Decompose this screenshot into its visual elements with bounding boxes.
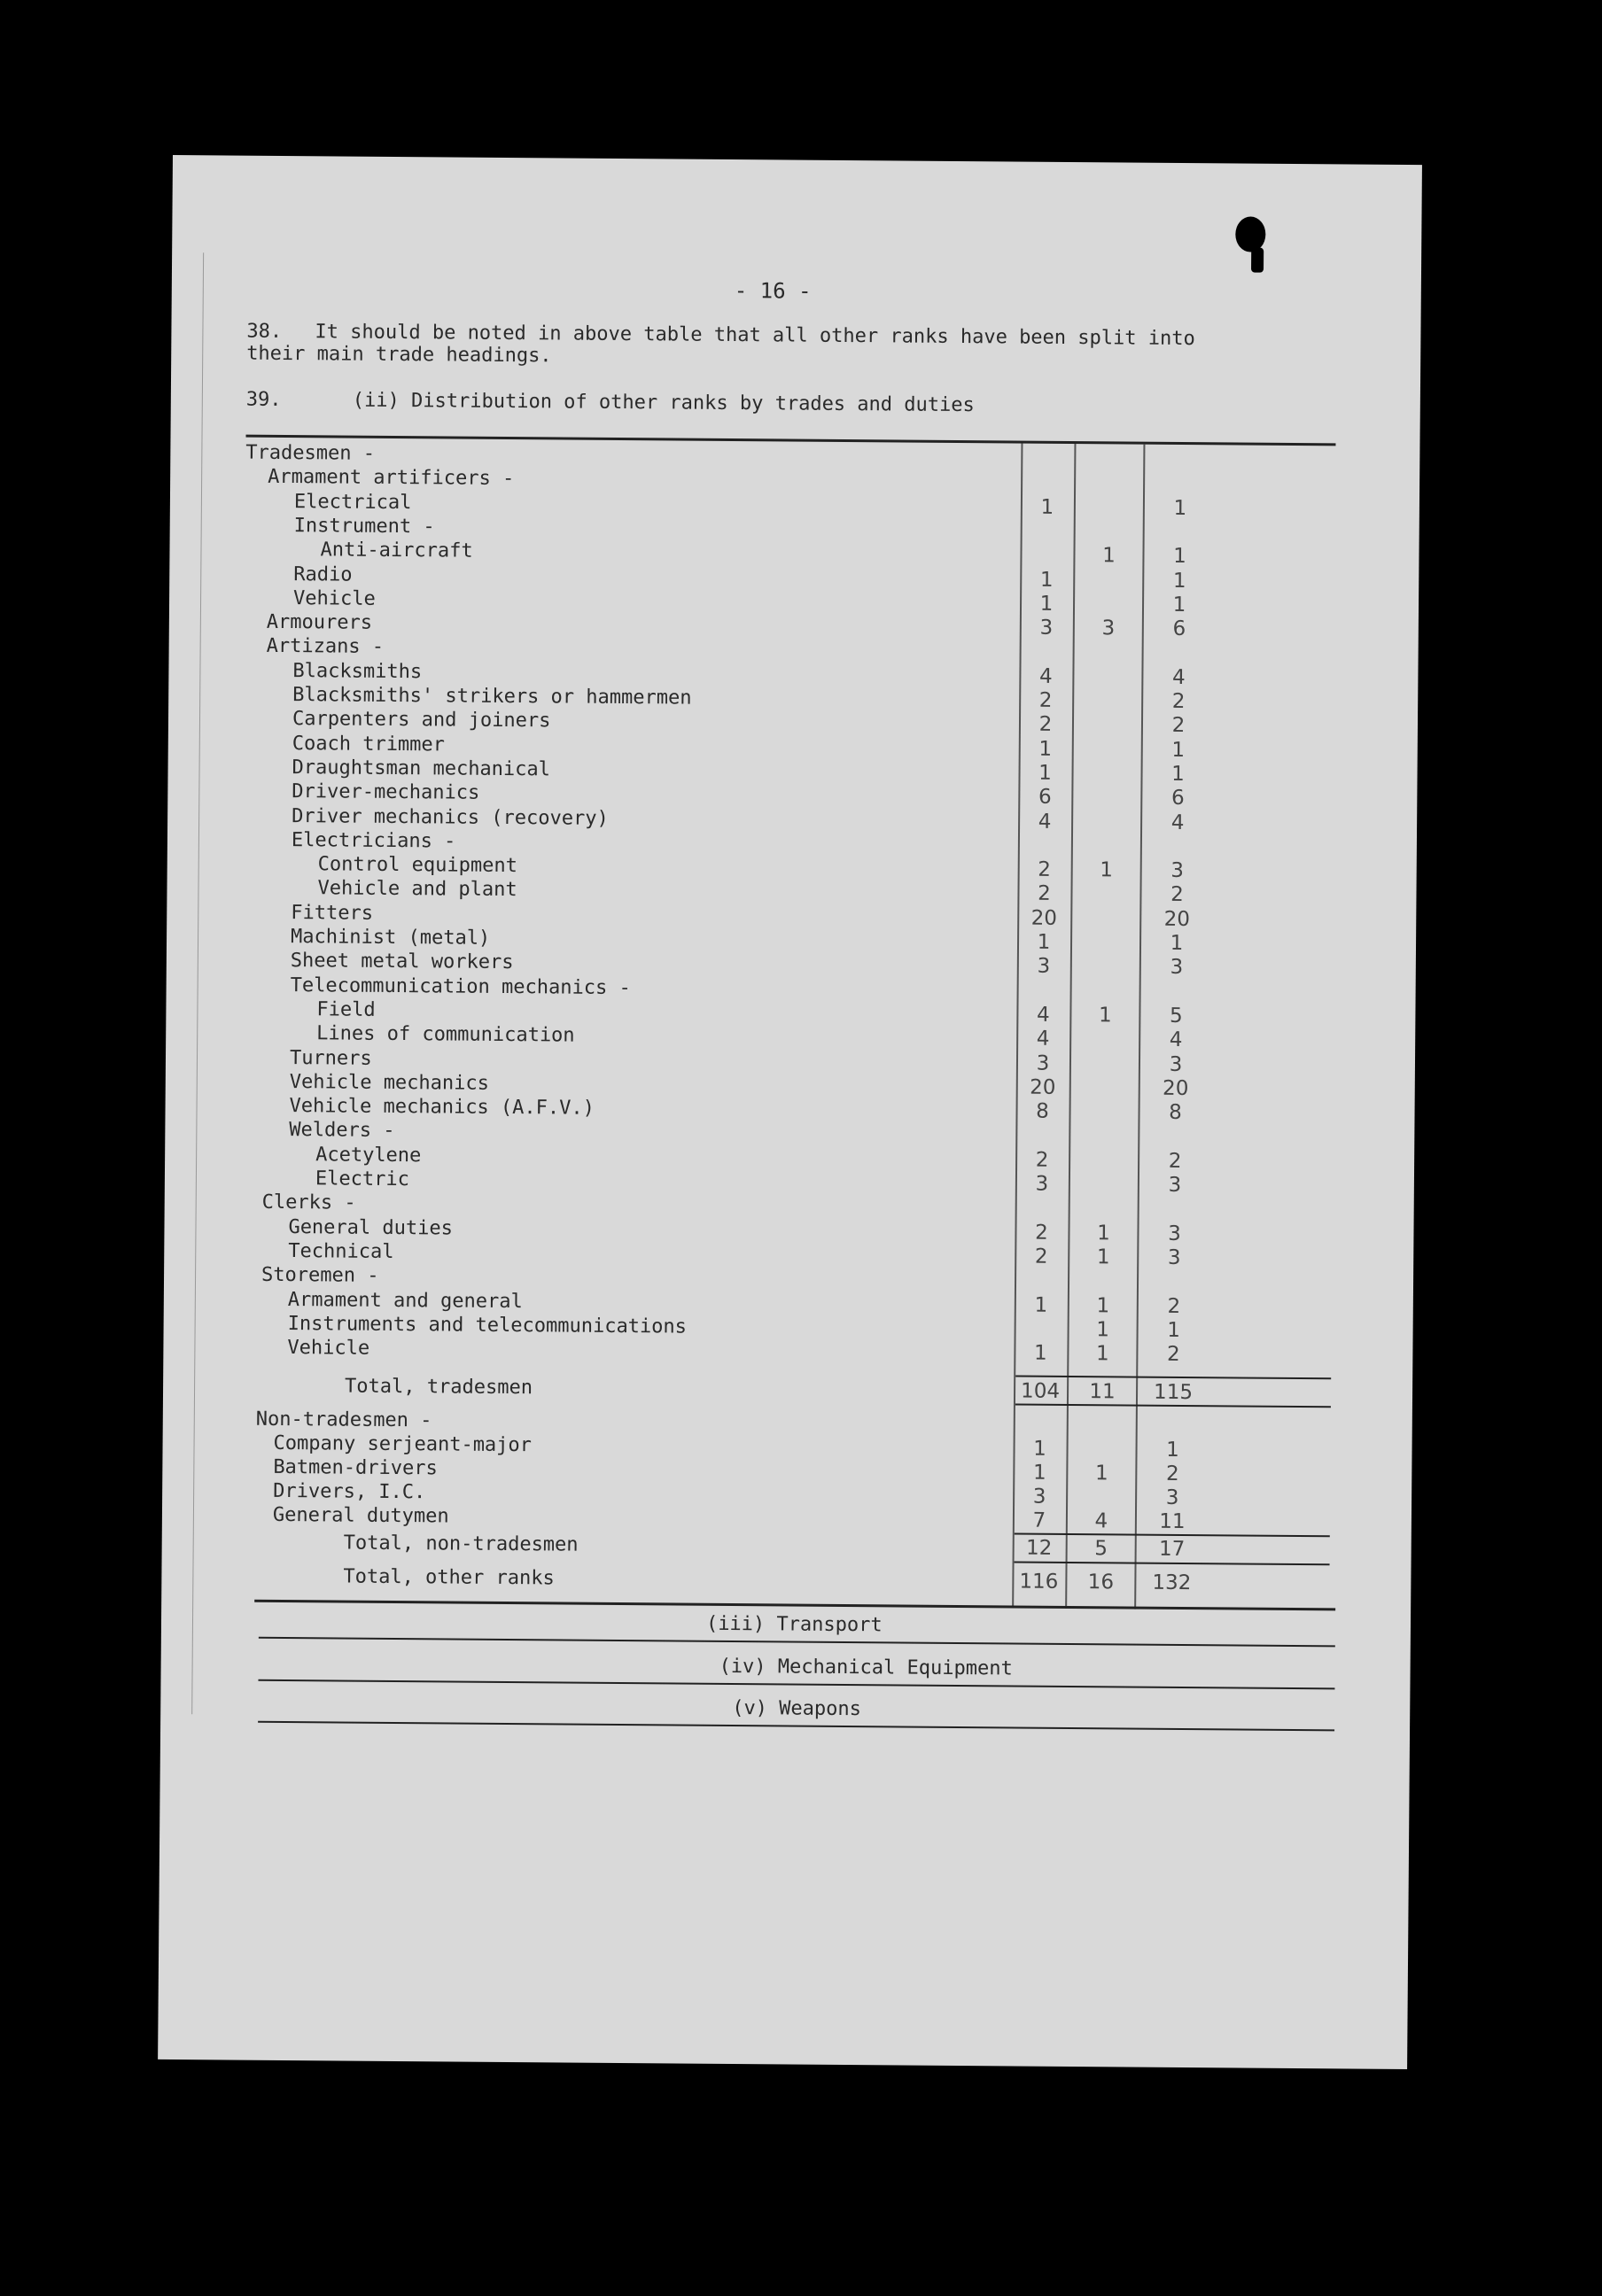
row-label: Driver-mechanics [292, 780, 480, 804]
row-value-col1: 4 [1036, 1027, 1050, 1051]
row-value-col1: 1 [1032, 1461, 1046, 1485]
row-value-col3: 4 [1171, 665, 1186, 689]
total-tradesmen-col1: 104 [1021, 1379, 1061, 1403]
row-value-col1: 2 [1035, 1148, 1049, 1172]
row-label: Vehicle and plant [317, 877, 517, 902]
total-tradesmen-col3: 115 [1154, 1380, 1194, 1405]
row-value-col3: 1 [1170, 931, 1184, 955]
section-weapons: (v) Weapons [732, 1697, 862, 1721]
total-other-ranks-col1: 116 [1019, 1570, 1059, 1594]
row-label: General dutymen [272, 1503, 449, 1528]
para38-text-line2: their main trade headings. [246, 342, 552, 368]
row-value-col2: 1 [1096, 1293, 1110, 1317]
row-label: Driver mechanics (recovery) [292, 804, 609, 830]
row-value-col2: 1 [1097, 1221, 1110, 1245]
row-value-col2: 1 [1094, 1462, 1108, 1485]
row-label: Vehicle mechanics (A.F.V.) [289, 1095, 595, 1120]
para39-number: 39. [245, 388, 282, 411]
non-tradesmen-heading: Non-tradesmen - [255, 1408, 432, 1432]
row-value-col1: 3 [1036, 1051, 1050, 1075]
page-number: - 16 - [734, 277, 812, 304]
row-value-col3: 2 [1168, 1149, 1182, 1173]
row-label: Instruments and telecommunications [287, 1312, 688, 1338]
row-label: Field [316, 998, 376, 1021]
row-label: General duties [288, 1215, 454, 1240]
ink-blot-drip [1251, 248, 1264, 273]
row-label: Carpenters and joiners [292, 708, 551, 733]
row-value-col3: 20 [1163, 907, 1191, 931]
total-other-ranks-label: Total, other ranks [343, 1565, 555, 1590]
total-tradesmen-label: Total, tradesmen [344, 1375, 533, 1400]
row-value-col3: 2 [1166, 1342, 1180, 1367]
total-other-ranks-col2: 16 [1087, 1571, 1115, 1594]
row-label: Blacksmiths' strikers or hammermen [292, 684, 692, 710]
row-value-col1: 2 [1035, 1221, 1048, 1245]
row-value-col3: 4 [1170, 811, 1185, 834]
row-value-col3: 3 [1168, 1173, 1182, 1197]
row-label: Fitters [291, 901, 374, 925]
row-value-col3: 1 [1171, 762, 1185, 786]
row-label: Radio [293, 562, 353, 586]
row-value-col1: 1 [1033, 1341, 1047, 1365]
row-label: Telecommunication mechanics - [290, 973, 631, 999]
row-value-col3: 1 [1172, 569, 1186, 593]
row-value-col1: 2 [1038, 712, 1053, 737]
row-label: Turners [289, 1046, 372, 1070]
para38-number: 38. [246, 320, 283, 343]
row-value-col1: 3 [1032, 1485, 1046, 1509]
row-value-col1: 8 [1036, 1099, 1049, 1123]
row-value-col3: 1 [1171, 738, 1186, 762]
row-value-col1: 1 [1037, 930, 1051, 954]
ink-blot [1235, 216, 1265, 252]
row-value-col2: 1 [1096, 1245, 1110, 1269]
row-label: Electrical [293, 490, 412, 514]
row-label: Armament and general [287, 1288, 523, 1313]
row-value-col1: 4 [1038, 810, 1052, 834]
row-value-col3: 1 [1172, 593, 1186, 617]
row-value-col2: 1 [1098, 1004, 1112, 1028]
section-transport: (iii) Transport [705, 1612, 883, 1637]
row-label: Coach trimmer [292, 732, 446, 756]
row-value-col1: 2 [1034, 1245, 1048, 1268]
row-value-col3: 3 [1167, 1245, 1181, 1269]
row-value-col1: 1 [1038, 761, 1052, 785]
row-value-col1: 4 [1036, 1003, 1050, 1027]
row-label: Batmen-drivers [273, 1455, 438, 1480]
row-value-col2: 1 [1096, 1318, 1110, 1342]
row-value-col1: 3 [1037, 954, 1051, 979]
row-label: Electric [315, 1167, 409, 1191]
row-value-col1: 2 [1038, 688, 1053, 712]
row-value-col1: 3 [1039, 616, 1054, 640]
total-nontradesmen-col3: 17 [1158, 1537, 1186, 1562]
row-value-col3: 2 [1171, 714, 1186, 738]
section-rule-2 [258, 1679, 1334, 1690]
row-label: Instrument - [293, 514, 435, 539]
row-label: Clerks - [261, 1191, 356, 1214]
row-label: Tradesmen - [245, 441, 376, 465]
row-value-col2: 3 [1101, 617, 1116, 640]
total-other-ranks-col3: 132 [1152, 1571, 1192, 1595]
row-label: Armourers [266, 610, 373, 634]
row-value-col1: 4 [1038, 664, 1053, 688]
row-label: Acetylene [315, 1143, 422, 1167]
row-label: Drivers, I.C. [273, 1479, 426, 1504]
row-label: Lines of communication [316, 1022, 575, 1047]
row-value-col1: 1 [1034, 1293, 1048, 1317]
row-label: Vehicle [287, 1337, 370, 1360]
row-value-col3: 3 [1168, 1222, 1181, 1245]
row-value-col3: 4 [1169, 1028, 1183, 1052]
row-value-col3: 1 [1167, 1318, 1181, 1342]
row-value-col3: 2 [1165, 1462, 1179, 1485]
row-label: Draughtsman mechanical [292, 756, 551, 781]
row-label: Vehicle [292, 586, 376, 610]
row-value-col3: 1 [1173, 545, 1186, 569]
row-value-col3: 3 [1165, 1485, 1179, 1509]
row-label: Storemen - [261, 1264, 379, 1288]
row-value-col1: 7 [1032, 1509, 1046, 1532]
row-value-col2: 1 [1100, 858, 1114, 882]
total-tradesmen-rule-top [1015, 1376, 1331, 1380]
row-value-col1: 1 [1040, 495, 1054, 519]
row-label: Company serjeant-major [273, 1431, 533, 1457]
row-value-col3: 2 [1170, 883, 1184, 907]
total-tradesmen-col2: 11 [1089, 1380, 1116, 1404]
para38-text-line1: It should be noted in above table that all other ranks have been split into [315, 321, 1195, 351]
section-rule-1 [259, 1637, 1335, 1648]
total-nontradesmen-rule-bottom [1015, 1562, 1330, 1566]
row-value-col1: 1 [1038, 737, 1053, 761]
section-rule-3 [258, 1721, 1334, 1732]
row-value-col1: 20 [1030, 1075, 1056, 1099]
row-label: Armament artificers - [268, 466, 515, 491]
row-value-col3: 20 [1163, 1076, 1189, 1100]
row-label: Sheet metal workers [290, 950, 514, 974]
row-value-col2: 1 [1095, 1342, 1109, 1366]
row-value-col1: 2 [1038, 857, 1052, 881]
row-value-col2: 4 [1094, 1509, 1108, 1533]
row-value-col3: 11 [1159, 1509, 1186, 1534]
row-value-col1: 6 [1038, 785, 1052, 809]
row-value-col1: 20 [1030, 906, 1058, 930]
total-nontradesmen-col2: 5 [1094, 1537, 1108, 1561]
section-mechanical: (iv) Mechanical Equipment [719, 1655, 1013, 1680]
row-value-col1: 1 [1039, 568, 1054, 592]
row-value-col1: 2 [1038, 882, 1051, 906]
row-label: Electricians - [291, 828, 456, 853]
row-label: Artizans - [266, 635, 385, 659]
row-value-col3: 6 [1170, 787, 1185, 811]
row-value-col3: 6 [1172, 617, 1186, 641]
table-bottom-rule [254, 1600, 1335, 1611]
row-value-col1: 3 [1035, 1172, 1049, 1196]
para39-heading: (ii) Distribution of other ranks by trades and duties [352, 389, 975, 417]
total-nontradesmen-label: Total, non-tradesmen [343, 1532, 579, 1556]
row-value-col2: 1 [1102, 544, 1116, 568]
left-margin-line [191, 252, 204, 1714]
row-label: Blacksmiths [292, 659, 423, 683]
total-nontradesmen-col1: 12 [1025, 1536, 1053, 1560]
total-tradesmen-rule-bottom [1015, 1404, 1331, 1408]
row-value-col3: 1 [1166, 1438, 1179, 1462]
row-label: Vehicle mechanics [289, 1070, 490, 1095]
row-value-col1: 1 [1039, 592, 1054, 616]
row-label: Machinist (metal) [290, 926, 491, 950]
row-value-col3: 3 [1170, 956, 1184, 980]
row-value-col3: 8 [1169, 1100, 1182, 1125]
row-value-col3: 3 [1170, 858, 1185, 883]
row-value-col3: 2 [1171, 689, 1186, 713]
row-label: Anti-aircraft [320, 539, 473, 562]
row-label: Welders - [289, 1119, 395, 1143]
row-value-col3: 5 [1169, 1004, 1183, 1028]
row-label: Control equipment [317, 853, 517, 878]
row-label: Technical [288, 1239, 394, 1263]
row-value-col3: 2 [1167, 1294, 1181, 1318]
row-value-col3: 3 [1169, 1052, 1183, 1076]
row-value-col1: 1 [1033, 1437, 1046, 1461]
row-value-col3: 1 [1173, 496, 1187, 520]
document-page [158, 155, 1422, 2069]
